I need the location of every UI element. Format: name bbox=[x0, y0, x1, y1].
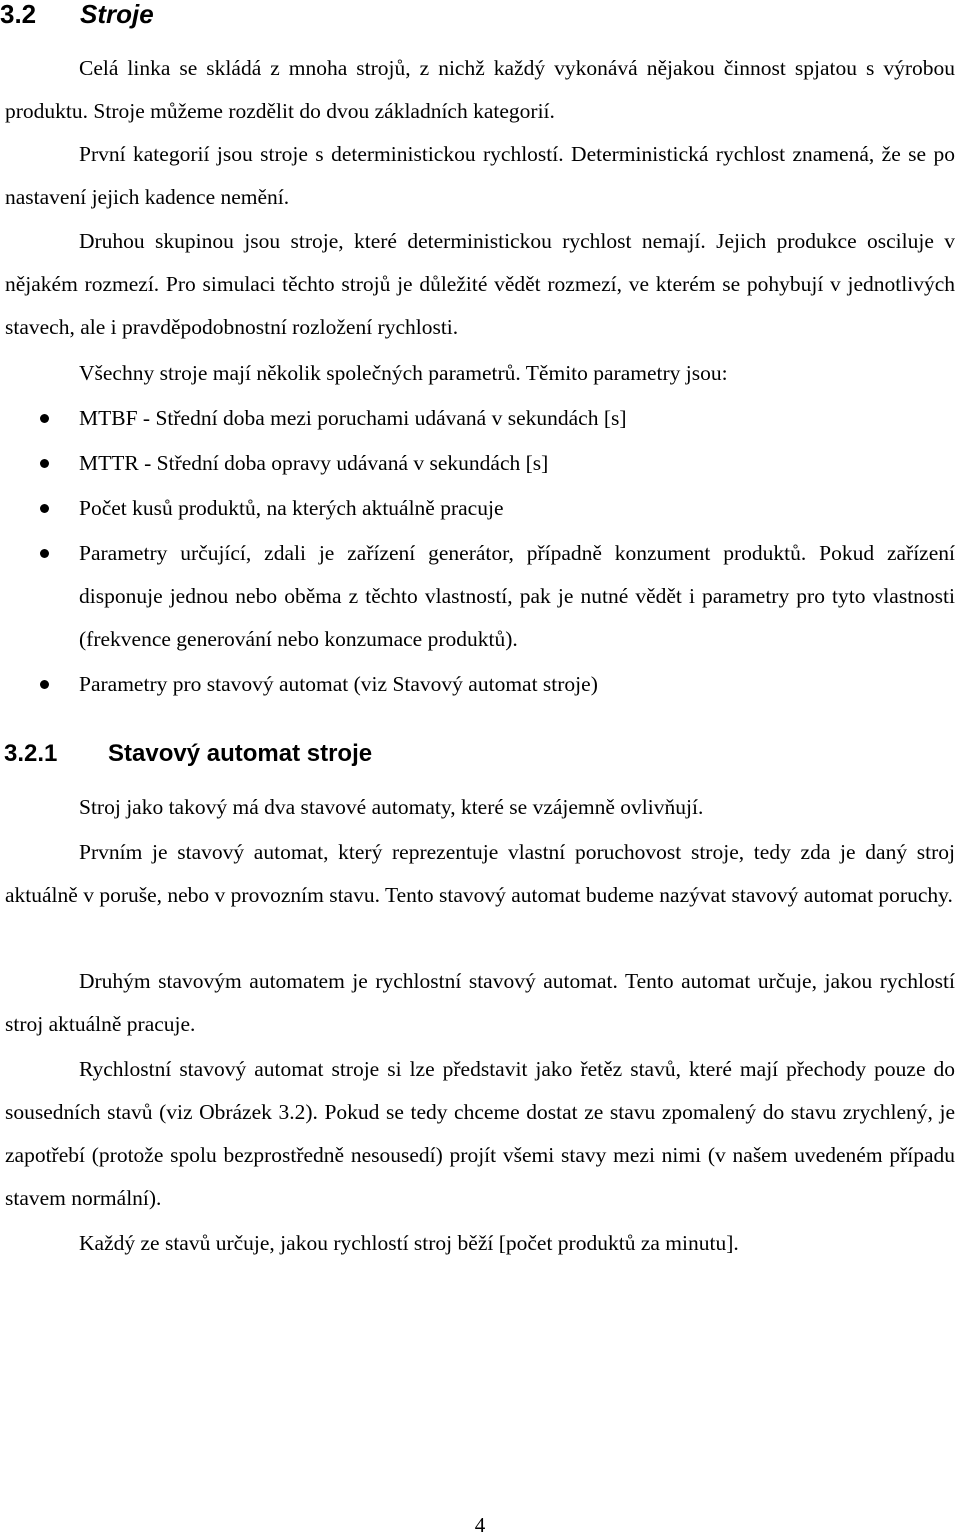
list-item-text: MTTR - Střední doba opravy udávaná v sekundách [s] bbox=[79, 451, 549, 475]
subsection-title: Stavový automat stroje bbox=[108, 740, 373, 767]
paragraph: Všechny stroje mají několik společných parametrů. Těmito parametry jsou: bbox=[79, 361, 728, 385]
list-item-text: Parametry určující, zdali je zařízení generátor, případně konzument produktů. Pokud zařízení disponuje jednou nebo oběma z těchto vlastností, pak je nutné vědět i parametry pro tyto vlastnosti (frekvence generování nebo konzumace produktů). bbox=[79, 541, 955, 651]
list-item bbox=[0, 397, 960, 440]
bullet-icon bbox=[40, 680, 49, 689]
paragraph: První kategorií jsou stroje s deterministickou rychlostí. Deterministická rychlost znamená, že se po nastavení jejich kadence nemění. bbox=[5, 142, 955, 209]
paragraph: Stroj jako takový má dva stavové automaty, které se vzájemně ovlivňují. bbox=[79, 795, 704, 819]
subsection-number: 3.2.1 bbox=[4, 740, 58, 767]
paragraph: Druhým stavovým automatem je rychlostní stavový automat. Tento automat určuje, jakou rychlostí stroj aktuálně pracuje. bbox=[5, 969, 955, 1036]
section-number: 3.2 bbox=[0, 0, 37, 29]
parameter-list bbox=[0, 397, 960, 708]
bullet-icon bbox=[40, 459, 49, 468]
bullet-icon bbox=[40, 414, 49, 423]
bullet-icon bbox=[40, 504, 49, 513]
subsection-heading bbox=[4, 734, 372, 774]
paragraph: Každý ze stavů určuje, jakou rychlostí stroj běží [počet produktů za minutu]. bbox=[79, 1231, 739, 1255]
list-item bbox=[0, 442, 960, 485]
list-item bbox=[0, 663, 960, 706]
bullet-icon bbox=[40, 549, 49, 558]
paragraph: Rychlostní stavový automat stroje si lze představit jako řetěz stavů, které mají přechody pouze do sousedních stavů (viz Obrázek 3.2). Pokud se tedy chceme dostat ze stavu zpomalený do stavu zrychlený, je zapotřebí (protože spolu bezprostředně nesousedí) projít všemi stavy mezi nimi (v našem uvedeném případu stavem normální). bbox=[5, 1057, 955, 1210]
list-item-text: Počet kusů produktů, na kterých aktuálně pracuje bbox=[79, 496, 504, 520]
page-number: 4 bbox=[474, 1513, 486, 1537]
list-item-text: MTBF - Střední doba mezi poruchami udávaná v sekundách [s] bbox=[79, 406, 627, 430]
paragraph: Druhou skupinou jsou stroje, které deterministickou rychlost nemají. Jejich produkce osciluje v nějakém rozmezí. Pro simulaci těchto strojů je důležité vědět rozmezí, ve kterém se pohybují v jednotlivých stavech, ale i pravděpodobnostní rozložení rychlosti. bbox=[5, 229, 955, 339]
list-item-text: Parametry pro stavový automat (viz Stavový automat stroje) bbox=[79, 672, 598, 696]
paragraph: Celá linka se skládá z mnoha strojů, z nichž každý vykonává nějakou činnost spjatou s výrobou produktu. Stroje můžeme rozdělit do dvou základních kategorií. bbox=[5, 56, 955, 123]
section-title: Stroje bbox=[80, 0, 154, 29]
list-item bbox=[0, 532, 960, 661]
list-item bbox=[0, 487, 960, 530]
paragraph: Prvním je stavový automat, který reprezentuje vlastní poruchovost stroje, tedy zda je daný stroj aktuálně v poruše, nebo v provozním stavu. Tento stavový automat budeme nazývat stavový automat poruchy. bbox=[5, 840, 955, 907]
section-heading bbox=[0, 0, 154, 34]
